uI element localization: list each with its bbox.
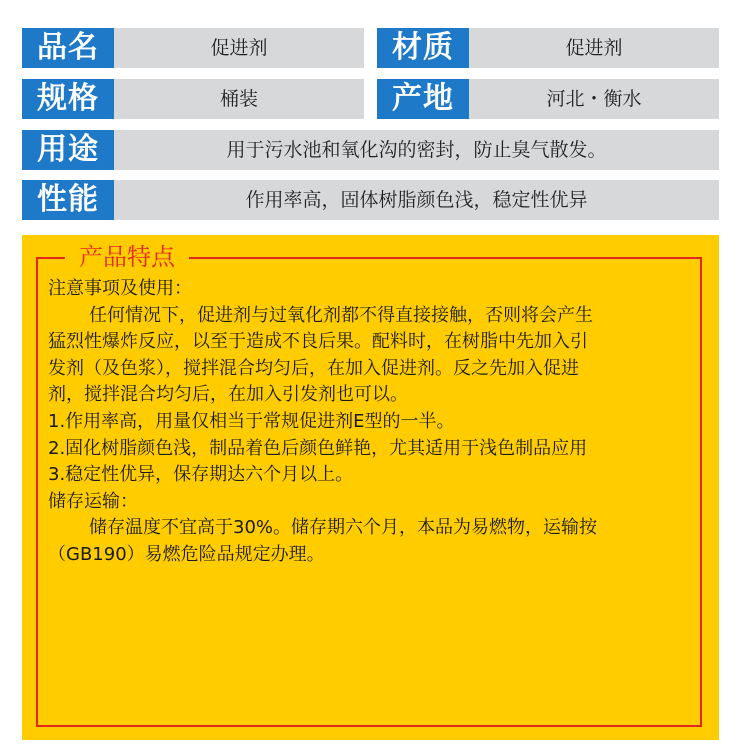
material-value: 促进剂 xyxy=(469,28,719,68)
origin-label: 产地 xyxy=(377,79,469,119)
body-line: （GB190）易燃危险品规定办理。 xyxy=(48,543,325,565)
spec-label: 规格 xyxy=(22,79,114,119)
origin-value: 河北・衡水 xyxy=(469,79,719,119)
body-line: 发剂（及色浆），搅拌混合均匀后，在加入促进剂。反之先加入促进 xyxy=(48,357,579,379)
spec-value: 桶装 xyxy=(114,79,364,119)
body-line: 剂，搅拌混合均匀后，在加入引发剂也可以。 xyxy=(48,384,408,406)
body-line: 储存温度不宜高于30%。储存期六个月，本品为易燃物，运输按 xyxy=(89,517,598,539)
features-title: 产品特点 xyxy=(65,241,189,273)
performance-value: 作用率高，固体树脂颜色浅，稳定性优异 xyxy=(114,180,719,220)
performance-label: 性能 xyxy=(22,180,114,220)
usage-notes-heading: 注意事项及使用： xyxy=(48,278,192,299)
storage-heading: 储存运输： xyxy=(48,490,138,512)
name-label: 品名 xyxy=(22,28,114,68)
material-label: 材质 xyxy=(377,28,469,68)
feature-item: 1.作用率高，用量仅相当于常规促进剂E型的一半。 xyxy=(48,410,455,432)
name-value: 促进剂 xyxy=(114,28,364,68)
body-line: 猛烈性爆炸反应，以至于造成不良后果。配料时，在树脂中先加入引 xyxy=(48,331,588,353)
features-body xyxy=(48,276,688,569)
usage-label: 用途 xyxy=(22,130,114,170)
usage-value: 用于污水池和氧化沟的密封，防止臭气散发。 xyxy=(114,130,719,170)
body-line: 任何情况下，促进剂与过氧化剂都不得直接接触，否则将会产生 xyxy=(89,304,593,326)
feature-item: 3.稳定性优异，保存期达六个月以上。 xyxy=(48,464,354,486)
feature-item: 2.固化树脂颜色浅，制品着色后颜色鲜艳，尤其适用于浅色制品应用 xyxy=(48,437,588,459)
